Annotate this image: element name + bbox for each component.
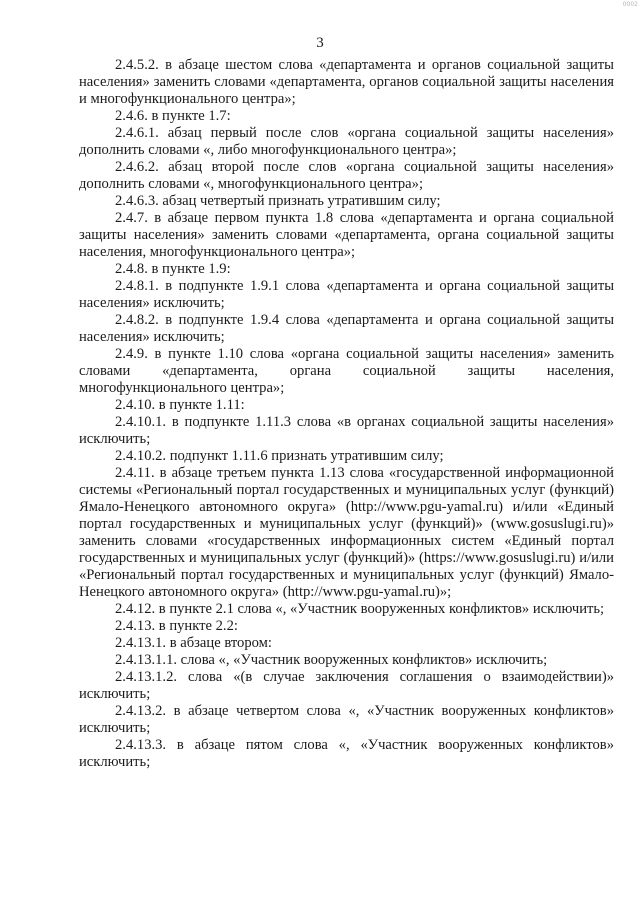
paragraph-2-4-13-1-1: 2.4.13.1.1. слова «, «Участник вооруженных конфликтов» исключить; bbox=[115, 652, 548, 668]
paragraph-2-4-13-1-2: 2.4.13.1.2. слова «(в случае заключения соглашения о взаимодействии)» исключить; bbox=[79, 669, 614, 702]
corner-mark: 0002 bbox=[622, 1, 638, 8]
paragraph-2-4-10-1: 2.4.10.1. в подпункте 1.11.3 слова «в органах социальной защиты населения» исключить; bbox=[79, 414, 614, 447]
paragraph-2-4-8-1: 2.4.8.1. в подпункте 1.9.1 слова «департамента и органа социальной защиты населения» исключить; bbox=[79, 278, 614, 311]
paragraph-2-4-6-1: 2.4.6.1. абзац первый после слов «органа социальной защиты населения» дополнить словами «, либо многофункционального центра»; bbox=[79, 125, 614, 158]
paragraph-2-4-10: 2.4.10. в пункте 1.11: bbox=[115, 397, 245, 413]
paragraph-2-4-13-2: 2.4.13.2. в абзаце четвертом слова «, «Участник вооруженных конфликтов» исключить; bbox=[79, 703, 614, 736]
page-number: 3 bbox=[316, 35, 324, 51]
paragraph-2-4-8-2: 2.4.8.2. в подпункте 1.9.4 слова «департамента и органа социальной защиты населения» исключить; bbox=[79, 312, 614, 345]
paragraph-2-4-12: 2.4.12. в пункте 2.1 слова «, «Участник вооруженных конфликтов» исключить; bbox=[115, 601, 605, 617]
paragraph-2-4-5-2: 2.4.5.2. в абзаце шестом слова «департамента и органов социальной защиты населения» заменить словами «департамента, органов социальной защиты населения и многофункционального центра»; bbox=[79, 57, 614, 107]
paragraph-2-4-10-2: 2.4.10.2. подпункт 1.11.6 признать утратившим силу; bbox=[115, 448, 444, 464]
paragraph-2-4-6-3: 2.4.6.3. абзац четвертый признать утратившим силу; bbox=[115, 193, 441, 209]
document-body bbox=[79, 57, 614, 771]
paragraph-2-4-13: 2.4.13. в пункте 2.2: bbox=[115, 618, 238, 634]
paragraph-2-4-6: 2.4.6. в пункте 1.7: bbox=[115, 108, 231, 124]
paragraph-2-4-9: 2.4.9. в пункте 1.10 слова «органа социальной защиты населения» заменить словами «департамента, органа социальной защиты населения, многофункционального центра»; bbox=[79, 346, 614, 396]
paragraph-2-4-13-1: 2.4.13.1. в абзаце втором: bbox=[115, 635, 272, 651]
paragraph-2-4-7: 2.4.7. в абзаце первом пункта 1.8 слова «департамента и органа социальной защиты населения» заменить словами «департамента, органа социальной защиты населения, многофункционального центра»; bbox=[79, 210, 614, 260]
paragraph-2-4-13-3: 2.4.13.3. в абзаце пятом слова «, «Участник вооруженных конфликтов» исключить; bbox=[79, 737, 614, 770]
paragraph-2-4-6-2: 2.4.6.2. абзац второй после слов «органа социальной защиты населения» дополнить словами «, многофункционального центра»; bbox=[79, 159, 614, 192]
paragraph-2-4-8: 2.4.8. в пункте 1.9: bbox=[115, 261, 231, 277]
paragraph-2-4-11: 2.4.11. в абзаце третьем пункта 1.13 слова «государственной информационной системы «Региональный портал государственных и муниципальных услуг (функций) Ямало-Ненецкого автономного округа» (http://www.pgu-yamal.ru) и/или «Единый портал государственных и муниципальных услуг (функций)» (www.gosuslugi.ru)» заменить словами «государственных информационных систем «Единый портал государственных и муниципальных услуг (функций)» (https://www.gosuslugi.ru) и/или «Региональный портал государственных и муниципальных услуг (функций) Ямало-Ненецкого автономного округа» (http://www.pgu-yamal.ru)»; bbox=[79, 465, 614, 600]
